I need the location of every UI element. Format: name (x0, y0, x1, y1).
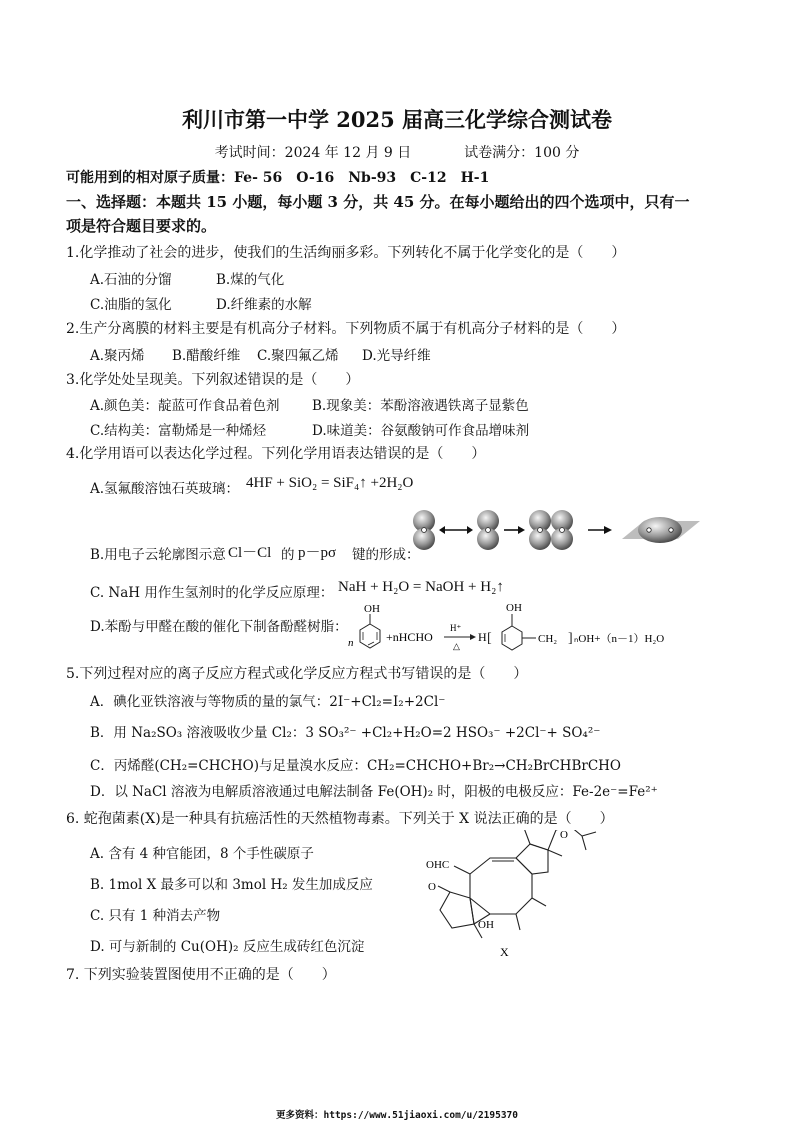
q4-pp-sigma: p－pσ (298, 545, 337, 561)
q3-stem: 3.化学处处呈现美。下列叙述错误的是（ ） (66, 372, 360, 388)
arrow-icon-2 (588, 526, 612, 534)
q2-option-a: A.聚丙烯 (90, 348, 145, 364)
q1-stem: 1.化学推动了社会的进步，使我们的生活绚丽多彩。下列转化不属于化学变化的是（ ） (66, 245, 626, 261)
resin-oh-label: OH (506, 602, 522, 614)
q4-option-d: D.苯酚与甲醛在酸的催化下制备酚醛树脂： (90, 619, 348, 635)
q2-option-b: B.醋酸纤维 (172, 348, 241, 364)
orbital-overlap-diagram (408, 505, 704, 555)
q3-option-c: C.结构美：富勒烯是一种烯烃 (90, 423, 267, 439)
exam-subtitle (0, 142, 794, 162)
q4-bond-cl-cl: Cl－Cl (228, 545, 272, 561)
q4-de: 的 (281, 547, 295, 563)
p-orbital-2 (477, 510, 499, 550)
phenolic-resin-equation (346, 600, 702, 658)
q4-stem: 4.化学用语可以表达化学过程。下列化学用语表达错误的是（ ） (66, 446, 486, 462)
q6-stem: 6. 蛇孢菌素(X)是一种具有抗癌活性的天然植物毒素。下列关于 X 说法正确的是（ ） (66, 811, 614, 827)
q4-option-b: B.用电子云轮廓图示意 (90, 547, 226, 563)
section1-heading-line2: 项是符合题目要求的。 (66, 217, 217, 235)
q6-option-d: D. 可与新制的 Cu(OH)₂ 反应生成砖红色沉淀 (90, 939, 365, 955)
compound-x-structure (420, 830, 610, 962)
q4-equation-c: NaH + H₂O = NaOH + H₂↑ (338, 579, 504, 595)
q4-option-c: C. NaH 用作生氢剂时的化学反应原理： (90, 585, 334, 601)
ketone-o-label: O (428, 881, 436, 893)
q2-option-c: C.聚四氟乙烯 (257, 348, 339, 364)
q2-stem: 2.生产分离膜的材料主要是有机高分子材料。下列物质不属于有机高分子材料的是（ ） (66, 321, 626, 337)
coef-n: n (348, 637, 354, 649)
q7-stem: 7. 下列实验装置图使用不正确的是（ ） (66, 967, 336, 983)
plus-nhcho: +nHCHO (386, 630, 433, 644)
sigma-bond-orbital (622, 517, 700, 543)
q6-option-c: C. 只有 1 种消去产物 (90, 908, 221, 924)
q5-option-a: A．碘化亚铁溶液与等物质的量的氯气：2I⁻+Cl₂=I₂+2Cl⁻ (90, 694, 446, 710)
q4-equation-a: 4HF + SiO₂ = SiF₄↑ +2H₂O (246, 475, 414, 491)
atomic-masses: 可能用到的相对原子质量：Fe- 56 O-16 Nb-93 C-12 H-1 (66, 170, 490, 186)
exam-time: 考试时间：2024 年 12 月 9 日 (214, 145, 412, 161)
section1-heading-line1: 一、选择题：本题共 15 小题，每小题 3 分，共 45 分。在每小题给出的四个选项中，只有一 (66, 193, 690, 211)
bracket-close: ] (568, 631, 573, 646)
exam-title: 利川市第一中学 2025 届高三化学综合测试卷 (181, 107, 613, 132)
compound-x-label: X (500, 945, 509, 959)
q3-option-d: D.味道美：谷氨酸钠可作食品增味剂 (312, 423, 530, 439)
q4-bond-formation: 键的形成： (352, 547, 420, 563)
q5-option-d: D．以 NaCl 溶液为电解质溶液通过电解法制备 Fe(OH)₂ 时，阳极的电极反应：Fe-2e⁻=Fe²⁺ (90, 784, 658, 800)
resin-tail: ₙOH+（n－1）H₂O (574, 633, 665, 645)
q1-option-a: A.石油的分馏 (90, 272, 172, 288)
q4-option-a: A.氢氟酸溶蚀石英玻璃： (90, 481, 240, 497)
skeleton (438, 830, 596, 938)
q1-option-b: B.煤的气化 (216, 272, 285, 288)
ohc-label: OHC (426, 859, 450, 871)
footer-link[interactable]: 更多资料：https://www.51jiaoxi.com/u/2195370 (276, 1110, 518, 1121)
q5-option-c: C．丙烯醛(CH₂=CHCHO)与足量溴水反应：CH₂=CHCHO+Br₂→CH₂BrCHBrCHO (90, 758, 622, 774)
p-orbitals-approaching (529, 510, 573, 550)
double-arrow-icon (439, 526, 473, 534)
oh-label: OH (478, 919, 494, 931)
full-score: 试卷满分：100 分 (464, 145, 580, 161)
phenol-oh-label: OH (364, 603, 380, 615)
q1-option-d: D.纤维素的水解 (216, 297, 312, 313)
polymer-h: H (478, 630, 487, 644)
heat-label: △ (453, 641, 460, 651)
q1-option-c: C.油脂的氢化 (90, 297, 172, 313)
resin-ch2: CH₂ (538, 633, 558, 645)
q3-option-b: B.现象美：苯酚溶液遇铁离子显紫色 (312, 398, 529, 414)
phenol-structure (360, 614, 380, 648)
resin-ring (502, 614, 536, 650)
catalyst-label: H⁺ (450, 623, 462, 633)
arrow-icon (504, 526, 525, 534)
q6-option-a: A. 含有 4 种官能团，8 个手性碳原子 (90, 846, 314, 862)
reaction-arrowhead (470, 634, 476, 640)
q6-option-b: B. 1mol X 最多可以和 3mol H₂ 发生加成反应 (90, 877, 373, 893)
p-orbital-1 (413, 510, 435, 550)
bracket-open: [ (487, 631, 492, 646)
ring-o-label: O (560, 830, 568, 841)
q3-option-a: A.颜色美：靛蓝可作食品着色剂 (90, 398, 280, 414)
q5-option-b: B．用 Na₂SO₃ 溶液吸收少量 Cl₂：3 SO₃²⁻ +Cl₂+H₂O=2 HSO₃⁻ +2Cl⁻+ SO₄²⁻ (90, 725, 601, 741)
q2-option-d: D.光导纤维 (362, 348, 431, 364)
q5-stem: 5.下列过程对应的离子反应方程式或化学反应方程式书写错误的是（ ） (66, 666, 528, 682)
